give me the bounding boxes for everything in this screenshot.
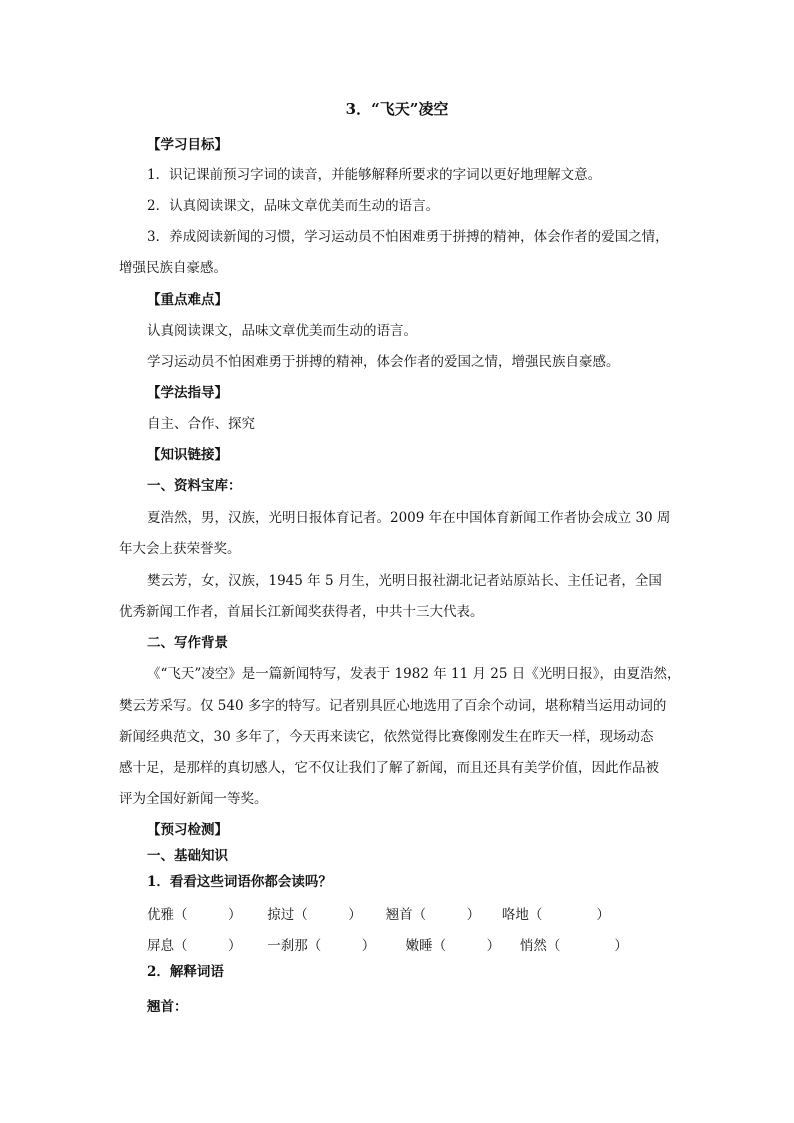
knowledge-paragraph-2-line-1: 樊云芳，女，汉族，1945 年 5 月生，光明日报社湖北记者站原站长、主任记者，全国 bbox=[147, 573, 662, 589]
goal-item-1: 1．识记课前预习字词的读音，并能够解释所要求的字词以更好地理解文意。 bbox=[147, 167, 602, 183]
vocab-row-1 bbox=[147, 906, 610, 924]
background-line-3: 新闻经典范文，30 多年了，今天再来读它，依然觉得比赛像刚发生在昨天一样，现场动态 bbox=[119, 729, 654, 745]
preview-question-1: 1．看看这些词语你都会读吗？ bbox=[147, 874, 332, 890]
key-point-2: 学习运动员不怕困难勇于拼搏的精神，体会作者的爱国之情，增强民族自豪感。 bbox=[147, 354, 620, 370]
term-label: 翘首： bbox=[147, 999, 188, 1015]
vocab-item: 屏息（ ） bbox=[147, 938, 242, 954]
vocab-item: 一刹那（ ） bbox=[267, 938, 376, 954]
vocab-item: 悄然（ ） bbox=[519, 938, 628, 954]
knowledge-paragraph-1-line-2: 年大会上获荣誉奖。 bbox=[119, 541, 241, 557]
vocab-item: 优雅（ ） bbox=[147, 907, 242, 923]
section-heading-goals: 【学习目标】 bbox=[147, 137, 228, 153]
section-heading-method: 【学法指导】 bbox=[147, 385, 228, 401]
background-line-1: 《“飞天”凌空》是一篇新闻特写，发表于 1982 年 11 月 25 日《光明日报》，由夏浩然， bbox=[147, 666, 681, 682]
knowledge-sub-heading-1: 一、资料宝库： bbox=[147, 478, 242, 494]
background-line-4: 感十足，是那样的真切感人，它不仅让我们了解了新闻，而且还具有美学价值，因此作品被 bbox=[119, 760, 659, 776]
vocab-item: 翘首（ ） bbox=[385, 907, 481, 923]
knowledge-paragraph-2-line-2: 优秀新闻工作者，首届长江新闻奖获得者，中共十三大代表。 bbox=[119, 604, 484, 620]
knowledge-paragraph-1-line-1: 夏浩然，男，汉族，光明日报体育记者。2009 年在中国体育新闻工作者协会成立 30 周 bbox=[147, 510, 671, 526]
knowledge-sub-heading-2: 二、写作背景 bbox=[147, 635, 228, 651]
preview-sub-heading-1: 一、基础知识 bbox=[147, 848, 228, 864]
goal-item-2: 2．认真阅读课文，品味文章优美而生动的语言。 bbox=[147, 198, 440, 214]
background-line-2: 樊云芳采写。仅 540 多字的特写。记者别具匠心地选用了百余个动词，堪称精当运用动词的 bbox=[119, 698, 667, 714]
key-point-1: 认真阅读课文，品味文章优美而生动的语言。 bbox=[147, 323, 417, 339]
vocab-item: 咯地（ ） bbox=[501, 907, 610, 923]
goal-item-3-cont: 增强民族自豪感。 bbox=[119, 260, 227, 276]
section-heading-knowledge: 【知识链接】 bbox=[147, 447, 228, 463]
background-line-5: 评为全国好新闻一等奖。 bbox=[119, 791, 268, 807]
method-text: 自主、合作、探究 bbox=[147, 416, 255, 432]
vocab-item: 嫩睡（ ） bbox=[405, 938, 501, 954]
vocab-row-2 bbox=[147, 937, 628, 955]
page-title: 3．“飞天”凌空 bbox=[345, 100, 449, 118]
goal-item-3: 3．养成阅读新闻的习惯，学习运动员不怕困难勇于拼搏的精神，体会作者的爱国之情， bbox=[147, 229, 669, 245]
preview-question-2: 2．解释词语 bbox=[147, 964, 224, 980]
section-heading-preview: 【预习检测】 bbox=[147, 822, 228, 838]
section-heading-key-points: 【重点难点】 bbox=[147, 292, 228, 308]
vocab-item: 掠过（ ） bbox=[267, 907, 362, 923]
